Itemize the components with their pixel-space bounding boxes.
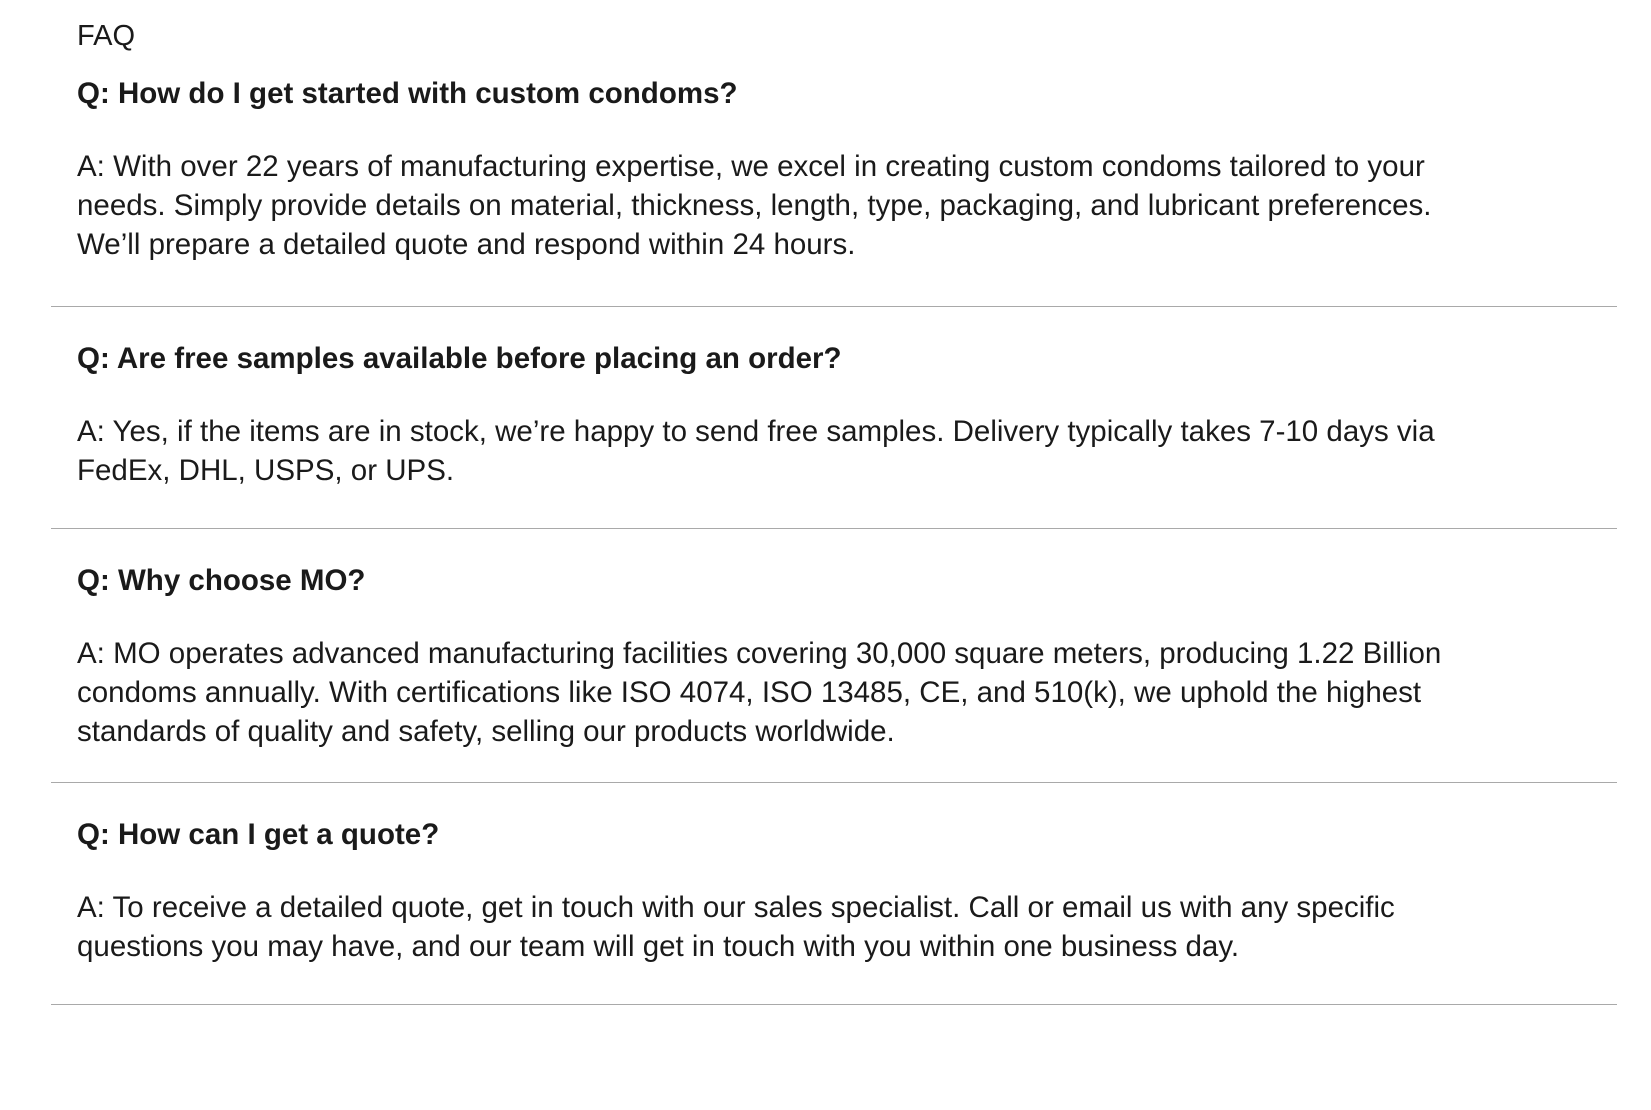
faq-question: Q: Are free samples available before placing an order? — [77, 342, 842, 375]
faq-answer: A: MO operates advanced manufacturing facilities covering 30,000 square meters, producing 1.22 Billion condoms annually. With certifications like ISO 4074, ISO 13485, CE, and 510(k), we uphold the highest standards of quality and safety, selling our products worldwide. — [77, 637, 1442, 748]
faq-answer: A: With over 22 years of manufacturing expertise, we excel in creating custom condoms tailored to your needs. Simply provide details on material, thickness, length, type, packaging, and lubricant preferences. We’ll prepare a detailed quote and respond within 24 hours. — [77, 150, 1432, 261]
faq-item — [51, 783, 1617, 1005]
faq-question: Q: How do I get started with custom condoms? — [77, 77, 738, 110]
faq-list — [51, 70, 1617, 1005]
faq-item — [51, 529, 1617, 783]
page-title: FAQ — [77, 20, 136, 52]
faq-question: Q: Why choose MO? — [77, 564, 366, 597]
faq-item — [51, 70, 1617, 307]
faq-answer: A: To receive a detailed quote, get in touch with our sales specialist. Call or email us with any specific questions you may have, and our team will get in touch with you within one business day. — [77, 891, 1395, 963]
faq-question: Q: How can I get a quote? — [77, 818, 440, 851]
faq-answer: A: Yes, if the items are in stock, we’re happy to send free samples. Delivery typically takes 7-10 days via FedEx, DHL, USPS, or UPS. — [77, 415, 1435, 487]
faq-item — [51, 307, 1617, 529]
